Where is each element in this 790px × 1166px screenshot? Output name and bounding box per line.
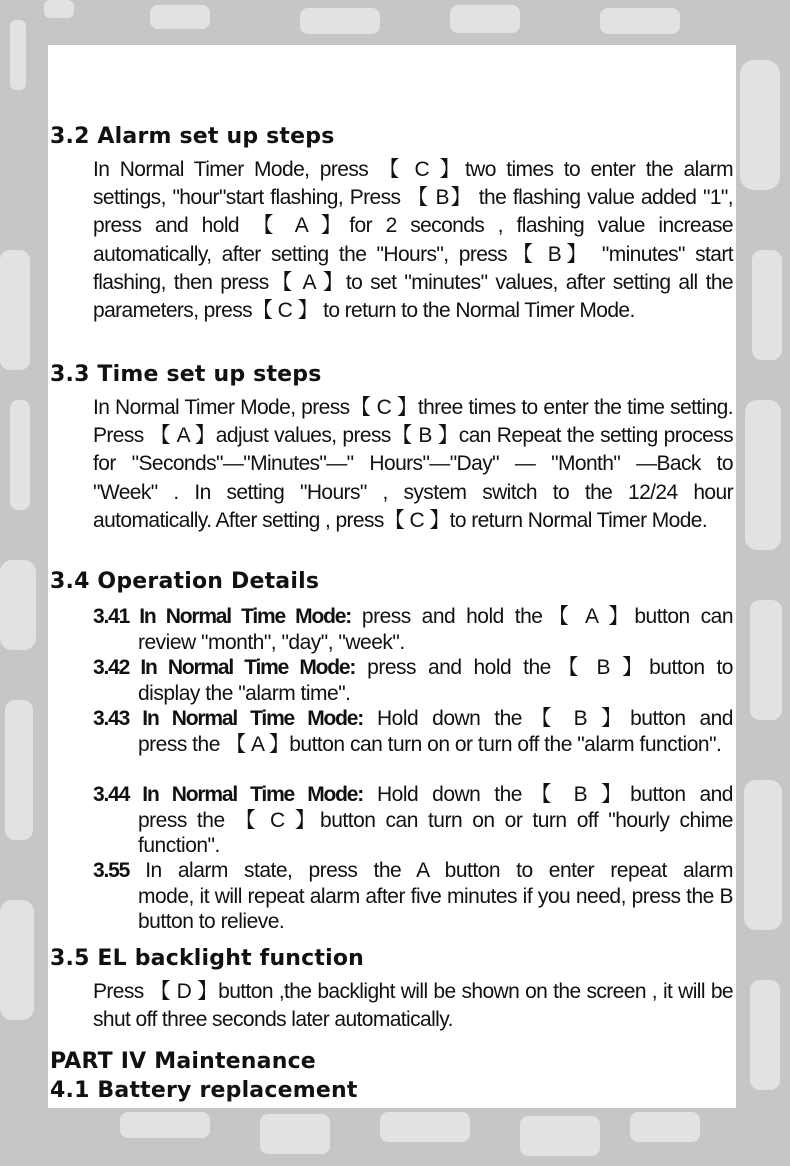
item-label: 3.55: [93, 859, 130, 882]
item-text: Hold down the【 B 】button and: [363, 783, 733, 806]
item-label: 3.44 In Normal Time Mode:: [93, 783, 364, 806]
item-text-continued: press the 【 C 】button can turn on or turn off "hourly chime function".: [138, 808, 733, 857]
item-text: In alarm state, press the A button to enter repeat alarm: [129, 859, 733, 882]
section-heading-3-3: 3.3 Time set up steps: [50, 362, 322, 387]
item-label: 3.42 In Normal Time Mode:: [93, 656, 356, 679]
item-text-continued: press the 【 A 】button can turn on or turn off the "alarm function".: [138, 732, 722, 756]
section-heading-3-5: 3.5 EL backlight function: [50, 946, 365, 971]
operation-item-3-41: [93, 604, 733, 655]
operation-item-3-42: [93, 655, 733, 706]
section-heading-3-4: 3.4 Operation Details: [50, 569, 320, 594]
section-text-3-3: In Normal Timer Mode, press【 C 】three times to enter the time setting. Press 【 A 】adjust values, press【 B 】can Repeat the setting process for "Seconds"—"Minutes"—" Hours"—"Day" — "Month" —Back to "Week" . In setting "Hours" , system switch to the 12/24 hour automatically. After setting , press【 C 】to return Normal Timer Mode.: [93, 396, 733, 532]
operation-item-3-44: [93, 782, 733, 859]
operation-item-3-43: [93, 706, 733, 757]
item-label: 3.43 In Normal Time Mode:: [93, 707, 364, 730]
item-label: 3.41 In Normal Time Mode:: [93, 605, 351, 628]
item-text-continued: display the "alarm time".: [138, 681, 351, 705]
section-text-3-2: In Normal Timer Mode, press 【 C 】two times to enter the alarm settings, "hour"start flashing, Press 【 B】 the flashing value added "1", press and hold 【 A 】for 2 seconds , flashing value increase automatically, after setting the "Hours", press【 B】 "minutes" start flashing, then press【 A 】to set "minutes" values, after setting all the parameters, press【 C 】 to return to the Normal Timer Mode.: [93, 158, 733, 323]
item-text: press and hold the【 A 】button can: [351, 605, 733, 628]
subsection-heading-4-1: 4.1 Battery replacement: [50, 1078, 358, 1103]
part-heading: PART IV Maintenance: [50, 1049, 316, 1074]
item-text: press and hold the【 B 】button to: [355, 656, 733, 679]
item-text: Hold down the【 B 】button and: [363, 707, 733, 730]
item-text-continued: mode, it will repeat alarm after five minutes if you need, press the B button to relieve.: [138, 884, 733, 933]
item-text-continued: review "month", "day", "week".: [138, 630, 405, 654]
section-heading-3-2: 3.2 Alarm set up steps: [50, 124, 335, 149]
operation-item-3-55: [93, 858, 733, 935]
section-text-3-5: Press 【 D 】button ,the backlight will be shown on the screen , it will be shut off three seconds later automatically.: [93, 980, 733, 1032]
